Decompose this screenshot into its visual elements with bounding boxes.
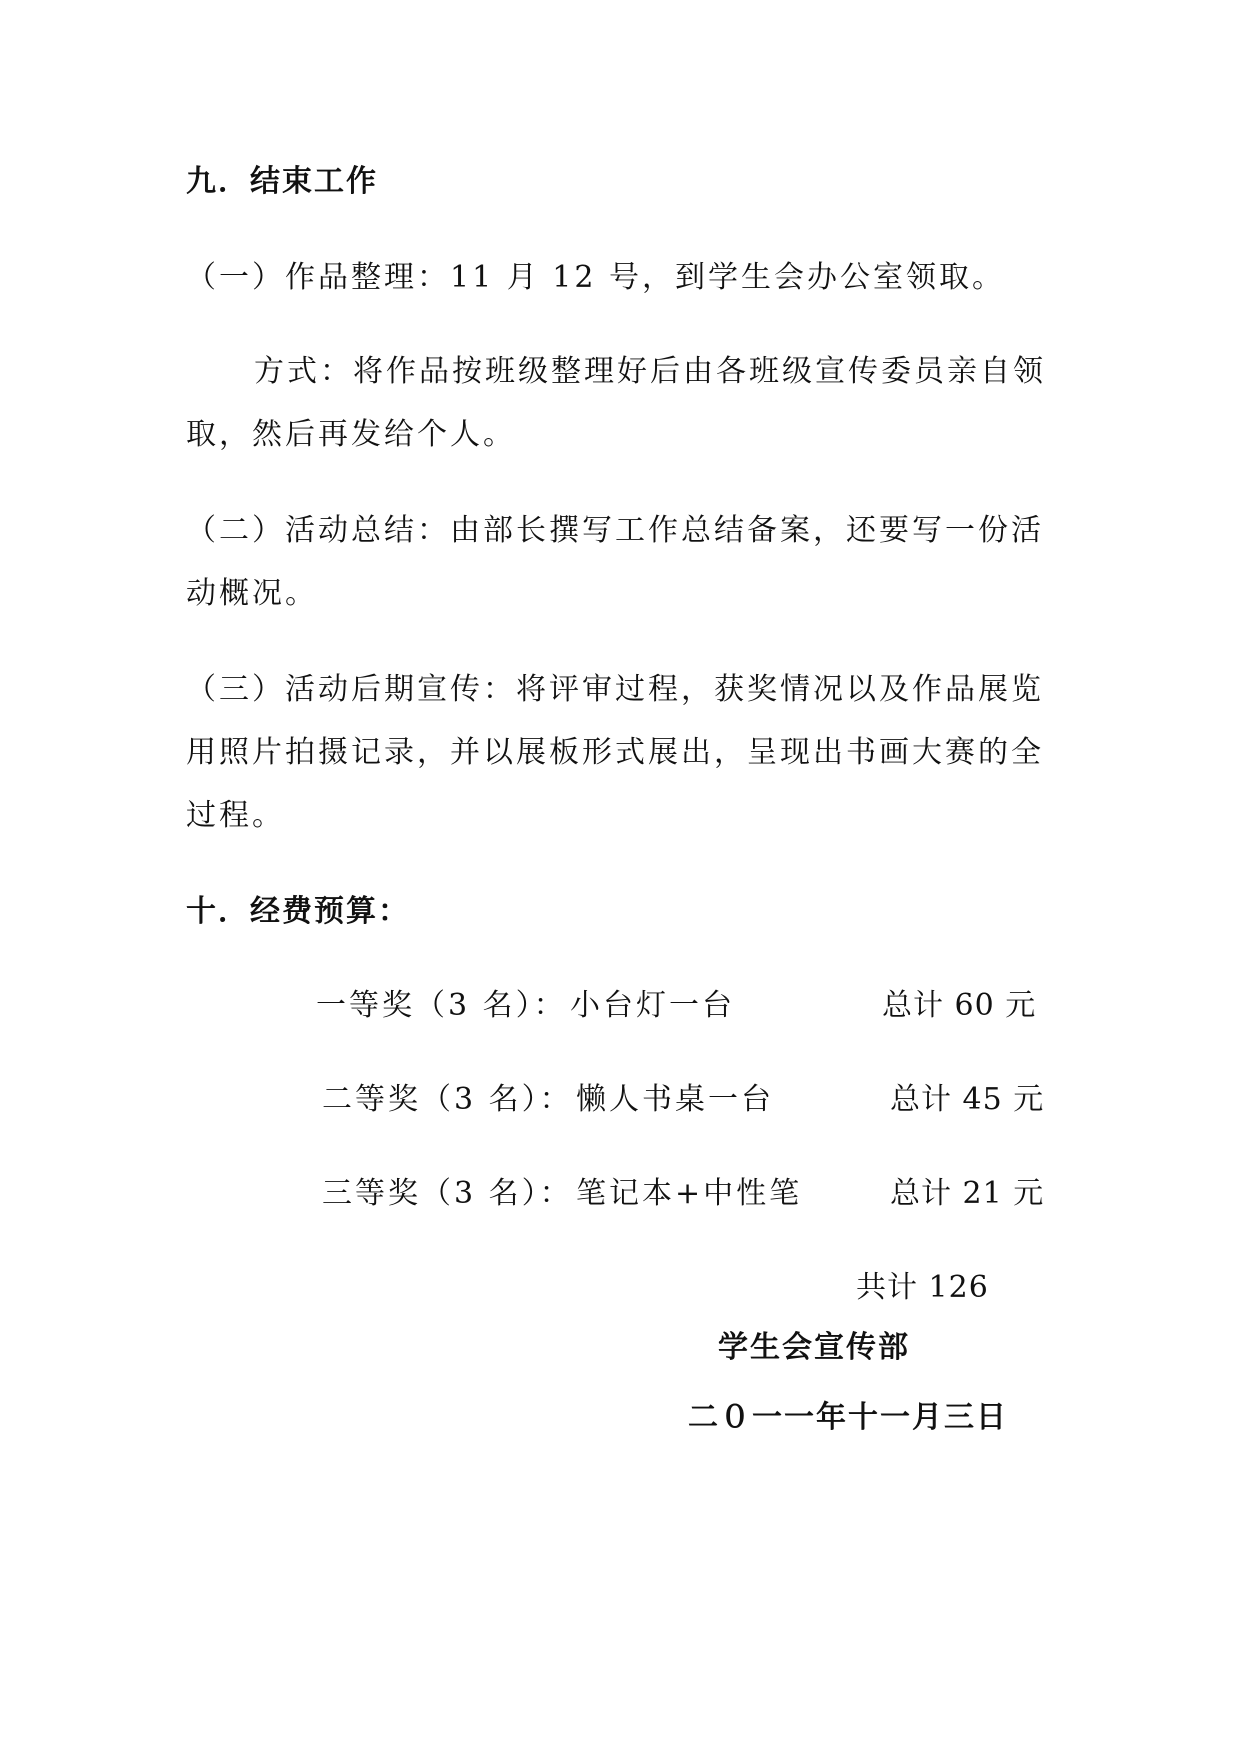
section9-item3-line2: 用照片拍摄记录，并以展板形式展出，呈现出书画大赛的全 — [186, 735, 1044, 770]
budget-item: 懒人书桌一台 — [576, 1082, 774, 1117]
signature-department: 学生会宣传部 — [718, 1330, 910, 1365]
section9-method-line2: 取，然后再发给个人。 — [186, 417, 516, 452]
section9-method-line1: 方式：将作品按班级整理好后由各班级宣传委员亲自领 — [254, 354, 1046, 389]
budget-total: 总计 21 元 — [890, 1176, 1045, 1211]
section9-heading: 九．结束工作 — [186, 164, 378, 199]
section9-item3-line1: （三）活动后期宣传：将评审过程，获奖情况以及作品展览 — [186, 672, 1044, 707]
budget-item: 笔记本+中性笔 — [576, 1176, 803, 1211]
budget-prize: 一等奖（3 名）： — [316, 988, 567, 1023]
signature-date: 二０一一年十一月三日 — [688, 1400, 1008, 1435]
budget-total: 总计 45 元 — [890, 1082, 1045, 1117]
section9-item1: （一）作品整理：11 月 12 号，到学生会办公室领取。 — [186, 260, 1005, 295]
section9-item2-line2: 动概况。 — [186, 576, 318, 611]
budget-grand-total: 共计 126 — [856, 1270, 989, 1305]
budget-prize: 三等奖（3 名）： — [322, 1176, 573, 1211]
budget-total: 总计 60 元 — [882, 988, 1037, 1023]
budget-prize: 二等奖（3 名）： — [322, 1082, 573, 1117]
section9-item2-line1: （二）活动总结：由部长撰写工作总结备案，还要写一份活 — [186, 513, 1044, 548]
section10-heading: 十．经费预算： — [186, 894, 410, 929]
section9-item3-line3: 过程。 — [186, 798, 285, 833]
budget-item: 小台灯一台 — [570, 988, 735, 1023]
